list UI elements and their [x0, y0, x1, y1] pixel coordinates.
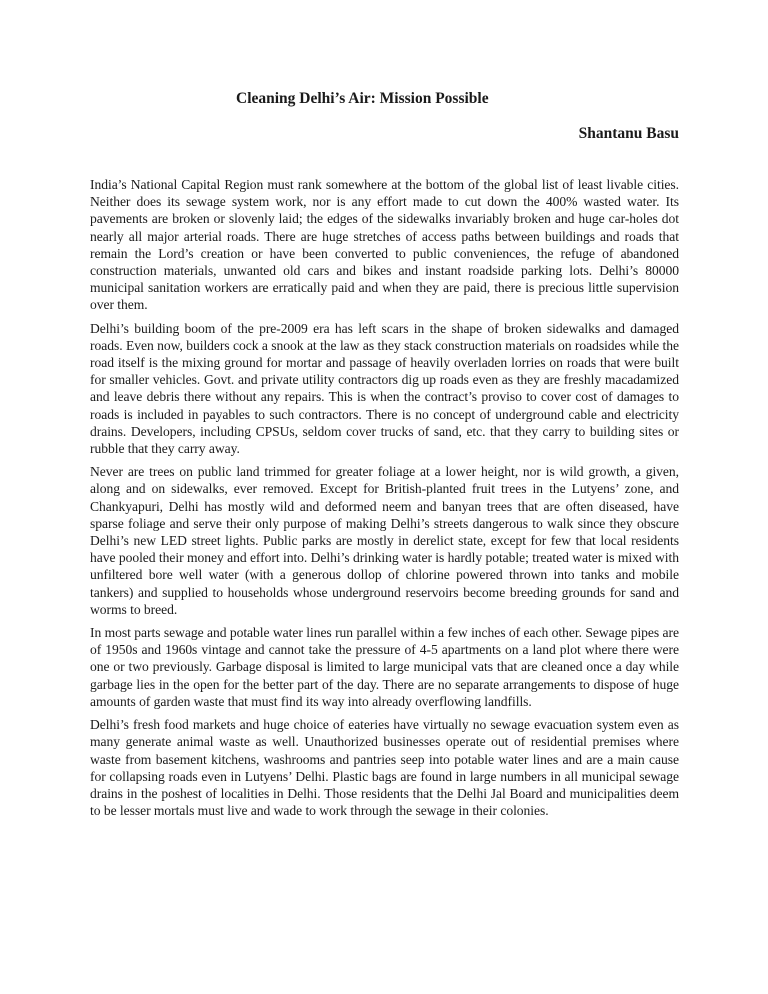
paragraph-3: Never are trees on public land trimmed for greater foliage at a lower height, nor is wild growth, a given, along and on sidewalks, ever removed. Except for British-planted fruit trees in the Lutyens’ zone, and Chankyapuri, Delhi has mostly wild and deformed neem and banyan trees that are often diseased, have sparse foliage and serve their only purpose of making Delhi’s streets dangerous to walk since they obscure Delhi’s new LED street lights. Public parks are mostly in derelict state, except for few that local residents have pooled their money and effort into. Delhi’s drinking water is hardly potable; treated water is mixed with unfiltered bore well water (with a generous dollop of chlorine powered thrown into tanks and mobile tankers) and supplied to households whose underground reservoirs become breeding grounds for sand and worms to breed. — [90, 464, 679, 617]
article-body — [90, 176, 679, 825]
paragraph-4: In most parts sewage and potable water lines run parallel within a few inches of each other. Sewage pipes are of 1950s and 1960s vintage and cannot take the pressure of 4-5 apartments on a land plot where there were one or two previously. Garbage disposal is limited to large municipal vats that are cleaned once a day while garbage lies in the open for the better part of the day. There are no separate arrangements to dispose of huge amounts of garden waste that must find its way into already overflowing landfills. — [90, 625, 679, 709]
paragraph-5: Delhi’s fresh food markets and huge choice of eateries have virtually no sewage evacuation system even as many generate animal waste as well. Unauthorized businesses operate out of residential premises where waste from basement kitchens, washrooms and pantries seep into potable water lines and are a main cause for collapsing roads even in Lutyens’ Delhi. Plastic bags are found in large numbers in all municipal sewage drains in the poshest of localities in Delhi. Those residents that the Delhi Jal Board and municipalities deem to be lesser mortals must live and wade to work through the sewage in their colonies. — [90, 717, 679, 819]
paragraph-2: Delhi’s building boom of the pre-2009 era has left scars in the shape of broken sidewalks and damaged roads. Even now, builders cock a snook at the law as they stack construction materials on roadsides while the road itself is the mixing ground for mortar and passage of heavily overladen lorries on roads that were built for smaller vehicles. Govt. and private utility contractors dig up roads even as they are freshly macadamized and leave debris there without any repairs. This is when the contract’s proviso to cover cost of damages to roads is included in payables to such contractors. There is no concept of underground cable and electricity drains. Developers, including CPSUs, seldom cover trucks of sand, etc. that they carry to building sites or rubble that they carry away. — [90, 320, 679, 457]
paragraph-1: India’s National Capital Region must rank somewhere at the bottom of the global list of least livable cities. Neither does its sewage system work, nor is any effort made to cut down the 400% wasted water. Its pavements are broken or slovenly laid; the edges of the sidewalks invariably broken and huge car-holes dot nearly all major arterial roads. There are huge stretches of access paths between buildings and roads that remain the Lord’s creation or have been converted to public conveniences, the refuge of abandoned construction materials, unwanted old cars and bikes and instant roadside parking lots. Delhi’s 80000 municipal sanitation workers are erratically paid and when they are paid, there is precious little supervision over them. — [90, 177, 679, 313]
author-name: Shantanu Basu — [578, 125, 679, 142]
document-title: Cleaning Delhi’s Air: Mission Possible — [236, 90, 489, 107]
